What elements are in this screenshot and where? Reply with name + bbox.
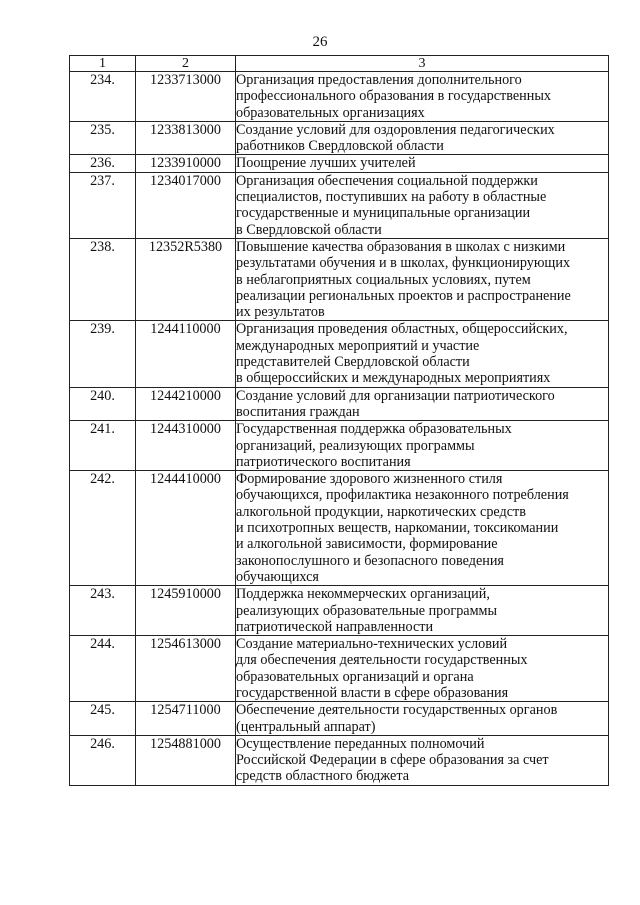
- description-line: Поддержка некоммерческих организаций,: [236, 586, 490, 603]
- description-line: специалистов, поступивших на работу в областные: [236, 189, 547, 206]
- row-number: 234.: [70, 72, 136, 122]
- description-line: Организация обеспечения социальной поддержки: [236, 172, 538, 189]
- row-code: 1244410000: [136, 471, 236, 586]
- row-description: [236, 421, 609, 471]
- budget-codes-table: [69, 55, 609, 786]
- description-line: воспитания граждан: [236, 403, 360, 420]
- row-code: 1244310000: [136, 421, 236, 471]
- description-line: Повышение качества образования в школах с низкими: [236, 238, 566, 255]
- description-line: Поощрение лучших учителей: [236, 155, 416, 172]
- row-code: 12352R5380: [136, 238, 236, 320]
- row-number: 240.: [70, 387, 136, 421]
- description-line: Создание материально-технических условий: [236, 636, 508, 653]
- description-line: и алкогольной зависимости, формирование: [236, 536, 498, 553]
- table-row: [70, 387, 609, 421]
- row-description: [236, 172, 609, 238]
- description-line: Создание условий для оздоровления педагогических: [236, 121, 555, 138]
- description-line: Российской Федерации в сфере образования за счет: [236, 752, 549, 769]
- column-header-2: 2: [136, 56, 236, 72]
- row-number: 235.: [70, 121, 136, 155]
- column-header-3: 3: [236, 56, 609, 72]
- row-code: 1244210000: [136, 387, 236, 421]
- description-line: патриотического воспитания: [236, 453, 411, 470]
- row-description: [236, 238, 609, 320]
- description-line: в Свердловской области: [236, 221, 382, 238]
- description-line: профессионального образования в государственных: [236, 88, 551, 105]
- row-code: 1233713000: [136, 72, 236, 122]
- description-line: Организация предоставления дополнительного: [236, 72, 522, 88]
- description-line: организаций, реализующих программы: [236, 437, 475, 454]
- table-row: [70, 172, 609, 238]
- page-number: 26: [312, 34, 328, 50]
- description-line: государственной власти в сфере образования: [236, 684, 509, 701]
- row-number: 245.: [70, 702, 136, 736]
- row-number: 238.: [70, 238, 136, 320]
- row-code: 1234017000: [136, 172, 236, 238]
- table-row: [70, 586, 609, 636]
- table-row: [70, 471, 609, 586]
- description-line: средств областного бюджета: [236, 768, 409, 785]
- description-line: результатами обучения и в школах, функционирующих: [236, 255, 571, 272]
- row-number: 244.: [70, 636, 136, 702]
- row-description: [236, 735, 609, 785]
- table-row: [70, 72, 609, 122]
- description-line: Государственная поддержка образовательных: [236, 421, 512, 438]
- description-line: реализации региональных проектов и распространение: [236, 287, 571, 304]
- table-body: [70, 72, 609, 786]
- description-line: в общероссийских и международных мероприятиях: [236, 370, 551, 387]
- row-description: [236, 702, 609, 736]
- description-line: их результатов: [236, 304, 325, 321]
- row-number: 246.: [70, 735, 136, 785]
- description-line: Организация проведения областных, общероссийских,: [236, 321, 568, 338]
- table-row: [70, 238, 609, 320]
- row-number: 236.: [70, 155, 136, 172]
- row-code: 1233813000: [136, 121, 236, 155]
- row-number: 237.: [70, 172, 136, 238]
- row-description: [236, 72, 609, 122]
- row-description: [236, 471, 609, 586]
- row-description: [236, 321, 609, 387]
- description-line: и психотропных веществ, наркомании, токсикомании: [236, 520, 559, 537]
- row-number: 239.: [70, 321, 136, 387]
- description-line: обучающихся: [236, 568, 319, 585]
- table-row: [70, 321, 609, 387]
- description-line: образовательных организаций и органа: [236, 668, 474, 685]
- column-header-1: 1: [70, 56, 136, 72]
- row-code: 1233910000: [136, 155, 236, 172]
- description-line: в неблагоприятных социальных условиях, путем: [236, 271, 531, 288]
- row-description: [236, 387, 609, 421]
- description-line: образовательных организациях: [236, 104, 425, 121]
- table-row: [70, 421, 609, 471]
- description-line: государственные и муниципальные организации: [236, 205, 531, 222]
- row-code: 1254613000: [136, 636, 236, 702]
- row-description: [236, 586, 609, 636]
- description-line: международных мероприятий и участие: [236, 337, 480, 354]
- table-row: [70, 636, 609, 702]
- table-row: [70, 121, 609, 155]
- description-line: Осуществление переданных полномочий: [236, 735, 485, 752]
- row-code: 1254711000: [136, 702, 236, 736]
- row-code: 1244110000: [136, 321, 236, 387]
- description-line: реализующих образовательные программы: [236, 602, 498, 619]
- row-description: [236, 636, 609, 702]
- header-row: [70, 56, 609, 72]
- description-line: Формирование здорового жизненного стиля: [236, 471, 503, 488]
- row-number: 241.: [70, 421, 136, 471]
- description-line: патриотической направленности: [236, 618, 434, 635]
- description-line: обучающихся, профилактика незаконного потребления: [236, 487, 569, 504]
- description-line: работников Свердловской области: [236, 138, 444, 155]
- description-line: законопослушного и безопасного поведения: [236, 552, 504, 569]
- description-line: для обеспечения деятельности государственных: [236, 652, 528, 669]
- table-row: [70, 155, 609, 172]
- row-code: 1254881000: [136, 735, 236, 785]
- description-line: представителей Свердловской области: [236, 354, 470, 371]
- table-row: [70, 735, 609, 785]
- row-number: 242.: [70, 471, 136, 586]
- row-code: 1245910000: [136, 586, 236, 636]
- description-line: Обеспечение деятельности государственных органов: [236, 702, 558, 719]
- description-line: Создание условий для организации патриотического: [236, 387, 555, 404]
- description-line: алкогольной продукции, наркотических средств: [236, 503, 526, 520]
- row-number: 243.: [70, 586, 136, 636]
- row-description: [236, 121, 609, 155]
- table-row: [70, 702, 609, 736]
- row-description: [236, 155, 609, 172]
- description-line: (центральный аппарат): [236, 718, 376, 735]
